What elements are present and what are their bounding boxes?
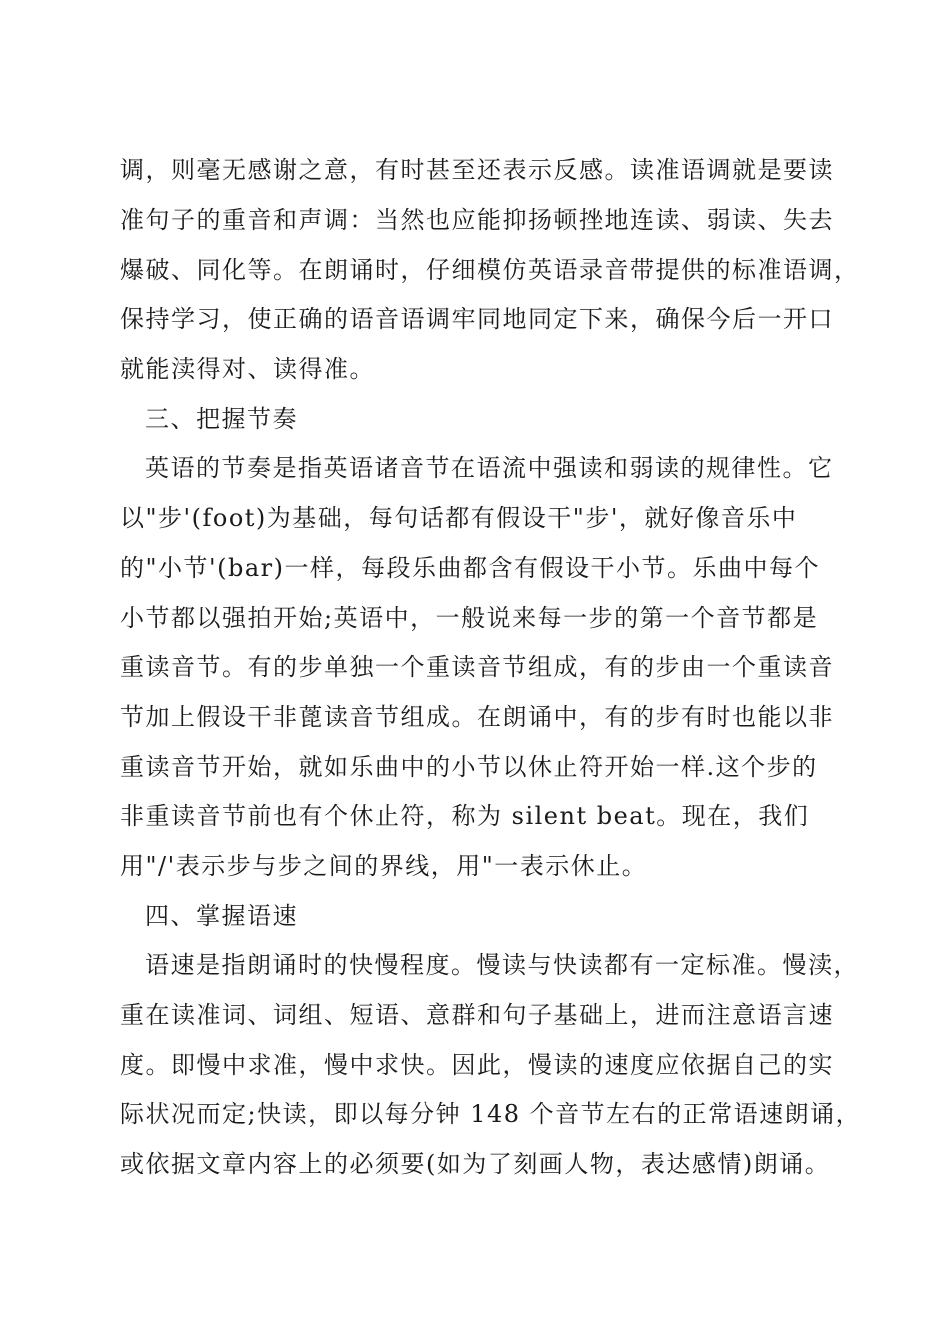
text-line: 爆破、同化等。在朗诵时，仔细模仿英语录音带提供的标准语调， <box>120 256 860 284</box>
text-line: 语速是指朗诵时的快慢程度。慢读与快读都有一定标准。慢渎， <box>145 951 859 979</box>
text-line: 小节都以强拍开始;英语中，一般说来每一步的第一个音节都是 <box>120 604 819 632</box>
text-line: 节加上假设干非蓖读音节组成。在朗诵中，有的步有时也能以非 <box>120 703 834 731</box>
text-line: 重读音节开始，就如乐曲中的小节以休止符开始一样.这个步的 <box>120 753 818 781</box>
text-line: 保持学习，使正确的语音语调牢同地同定下来，确保今后一开口 <box>120 305 834 333</box>
section-heading: 四、掌握语速 <box>145 902 298 930</box>
text-line: 英语的节奏是指英语诸音节在语流中强读和弱读的规律性。它 <box>145 454 834 482</box>
text-line: 调，则毫无感谢之意，有时甚至还表示反感。读准语调就是要读 <box>120 156 834 184</box>
text-line: 或依据文章内容上的必须要(如为了刻画人物，表达感情)朗诵。 <box>120 1150 831 1178</box>
text-line: 准句子的重音和声调：当然也应能抑扬顿挫地连读、弱读、失去 <box>120 206 834 234</box>
text-line: 以"步'(foot)为基础，每句话都有假设干"步'，就好像音乐中 <box>120 504 798 532</box>
section-heading: 三、把握节奏 <box>145 405 298 433</box>
text-line: 际状况而定;快读，即以每分钟 148 个音节左右的正常语速朗诵， <box>120 1100 862 1128</box>
text-line: 重读音节。有的步单独一个重读音节组成，有的步由一个重读音 <box>120 653 834 681</box>
text-line: 的"小节'(bar)一样，每段乐曲都含有假设干小节。乐曲中每个 <box>120 554 821 582</box>
text-line: 非重读音节前也有个休止符，称为 silent beat。现在，我们 <box>120 802 810 830</box>
text-line: 重在读准词、词组、短语、意群和句子基础上，进而注意语言速 <box>120 1001 834 1029</box>
text-line: 度。即慢中求准，慢中求快。因此，慢读的速度应依据自己的实 <box>120 1051 834 1079</box>
text-line: 用"/'表示步与步之间的界线，用"一表示休止。 <box>120 852 648 880</box>
text-line: 就能渎得对、读得准。 <box>120 355 375 383</box>
